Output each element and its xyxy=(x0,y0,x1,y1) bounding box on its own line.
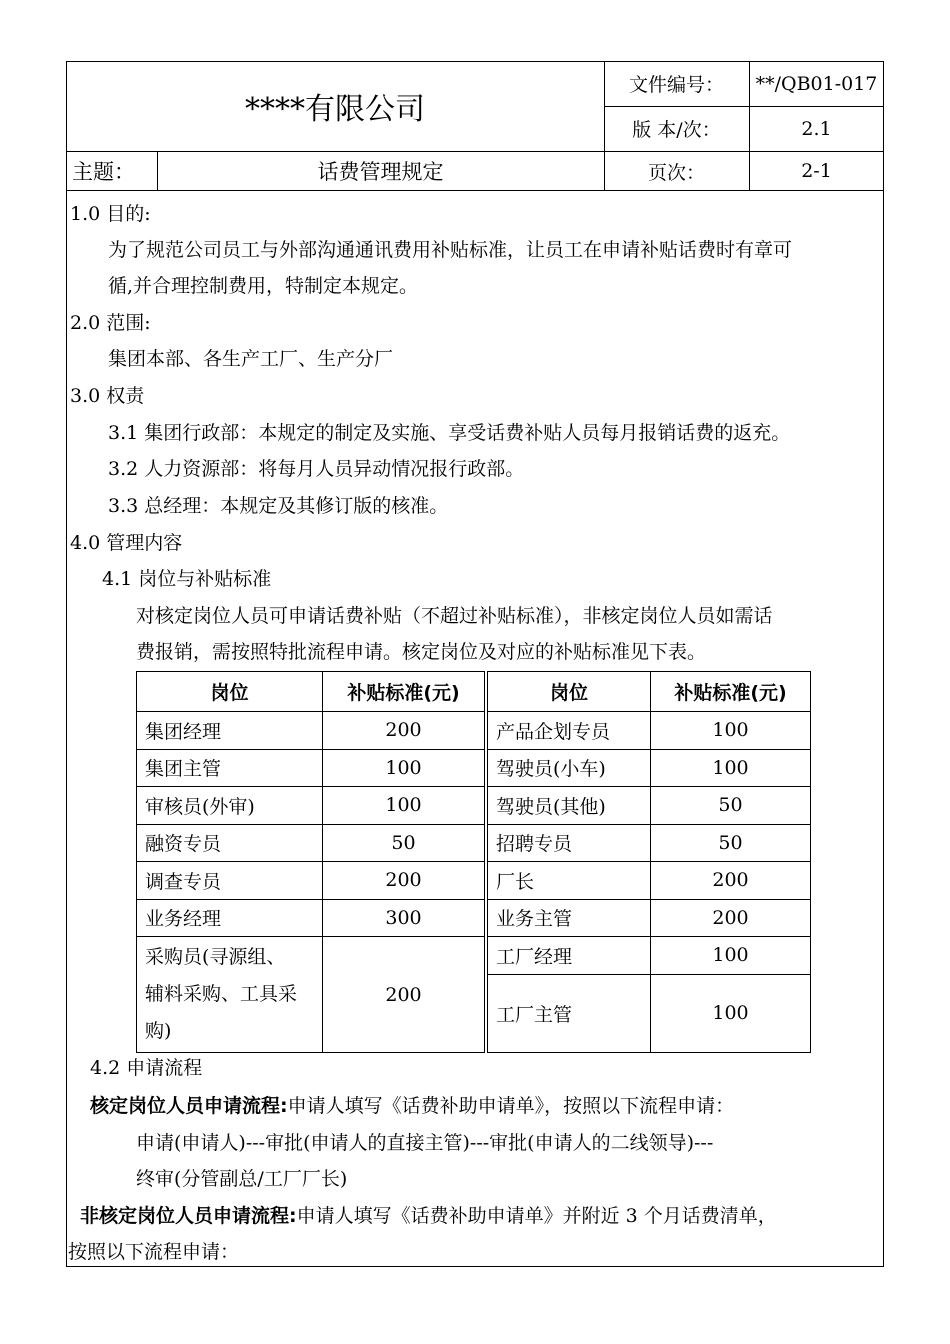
flow-2-line xyxy=(80,1203,777,1229)
section-4-2-title: 4.2 申请流程 xyxy=(90,1057,203,1079)
section-3-title: 3.0 权责 xyxy=(70,385,145,407)
col-header-position-2: 岗位 xyxy=(488,672,651,712)
version-label: 版 本/次： xyxy=(632,119,721,141)
flow-1-steps-line2: 终审(分管副总/工厂厂长) xyxy=(136,1168,348,1190)
section-4-1-title: 4.1 岗位与补贴标准 xyxy=(102,568,272,590)
table-row xyxy=(137,862,811,900)
position-cell: 驾驶员(其他) xyxy=(488,787,651,825)
standard-cell: 50 xyxy=(651,787,811,825)
standard-cell: 100 xyxy=(323,787,485,825)
standard-cell: 50 xyxy=(323,824,485,862)
standard-cell: 50 xyxy=(651,824,811,862)
section-1-para-line2: 循,并合理控制费用，特制定本规定。 xyxy=(108,275,419,297)
company-name: ****有限公司 xyxy=(245,92,425,127)
position-cell: 厂长 xyxy=(488,862,651,900)
col-header-standard-1: 补贴标准(元) xyxy=(323,672,485,712)
position-cell: 招聘专员 xyxy=(488,824,651,862)
col-header-standard-2: 补贴标准(元) xyxy=(651,672,811,712)
page-value: 2-1 xyxy=(801,160,832,182)
position-cell: 集团经理 xyxy=(137,712,323,750)
position-cell: 业务主管 xyxy=(488,899,651,937)
standard-cell: 100 xyxy=(323,749,485,787)
position-cell: 调查专员 xyxy=(137,862,323,900)
table-row xyxy=(137,899,811,937)
page-label: 页次： xyxy=(647,161,705,184)
standard-cell: 200 xyxy=(323,712,485,750)
standard-cell: 100 xyxy=(651,712,811,750)
section-4-title: 4.0 管理内容 xyxy=(70,532,183,554)
position-cell: 业务经理 xyxy=(137,899,323,937)
flow-1-label: 核定岗位人员申请流程: xyxy=(90,1095,288,1117)
version-value: 2.1 xyxy=(801,117,832,140)
section-3-3: 3.3 总经理：本规定及其修订版的核准。 xyxy=(108,495,449,517)
flow-2-line2: 按照以下流程申请： xyxy=(68,1241,240,1263)
section-4-1-para-line1: 对核定岗位人员可申请话费补贴（不超过补贴标准），非核定岗位人员如需话 xyxy=(136,605,773,627)
table-row xyxy=(137,937,811,975)
table-header-row xyxy=(137,672,811,712)
standard-cell: 100 xyxy=(651,749,811,787)
section-2-title: 2.0 范围: xyxy=(70,312,151,334)
section-4-1-para-line2: 费报销，需按照特批流程申请。核定岗位及对应的补贴标准见下表。 xyxy=(136,641,707,663)
position-cell: 驾驶员(小车) xyxy=(488,749,651,787)
standard-cell: 100 xyxy=(651,974,811,1052)
position-cell: 工厂主管 xyxy=(488,974,651,1052)
standard-cell: 100 xyxy=(651,937,811,975)
purchasing-line-3: 购) xyxy=(145,1020,172,1042)
flow-1-text: 申请人填写《话费补助申请单》，按照以下流程申请： xyxy=(287,1095,735,1117)
flow-2-label: 非核定岗位人员申请流程: xyxy=(80,1205,297,1227)
position-cell: 审核员(外审) xyxy=(137,787,323,825)
standard-cell: 200 xyxy=(323,862,485,900)
position-cell: 工厂经理 xyxy=(488,937,651,975)
table-row xyxy=(137,787,811,825)
standard-cell: 300 xyxy=(323,899,485,937)
table-row xyxy=(137,824,811,862)
doc-no-label: 文件编号： xyxy=(628,74,724,96)
standard-cell: 200 xyxy=(323,937,485,1053)
table-row xyxy=(137,712,811,750)
flow-2-text: 申请人填写《话费补助申请单》并附近 3 个月话费清单， xyxy=(296,1205,777,1227)
section-3-2: 3.2 人力资源部：将每月人员异动情况报行政部。 xyxy=(108,458,525,480)
section-1-title: 1.0 目的: xyxy=(70,203,151,225)
standard-cell: 200 xyxy=(651,862,811,900)
flow-1-steps-line1: 申请(申请人)---审批(申请人的直接主管)---审批(申请人的二线领导)--- xyxy=(136,1132,714,1154)
purchasing-line-2: 辅料采购、工具采 xyxy=(145,983,298,1005)
section-2-para: 集团本部、各生产工厂、生产分厂 xyxy=(108,348,394,370)
standard-cell: 200 xyxy=(651,899,811,937)
subject-value: 话费管理规定 xyxy=(317,160,444,184)
col-header-position-1: 岗位 xyxy=(137,672,323,712)
section-3-1: 3.1 集团行政部：本规定的制定及实施、享受话费补贴人员每月报销话费的返充。 xyxy=(108,422,791,444)
position-cell-purchasing xyxy=(137,937,323,1053)
subject-label: 主题： xyxy=(72,160,135,184)
table-row xyxy=(137,749,811,787)
subsidy-table xyxy=(136,671,811,1053)
flow-1-line xyxy=(90,1093,734,1119)
position-cell: 集团主管 xyxy=(137,749,323,787)
position-cell: 产品企划专员 xyxy=(488,712,651,750)
position-cell: 融资专员 xyxy=(137,824,323,862)
section-1-para-line1: 为了规范公司员工与外部沟通通讯费用补贴标准，让员工在申请补贴话费时有章可 xyxy=(108,239,793,261)
doc-no-value: **/QB01-017 xyxy=(755,72,878,95)
purchasing-line-1: 采购员(寻源组、 xyxy=(145,946,286,968)
